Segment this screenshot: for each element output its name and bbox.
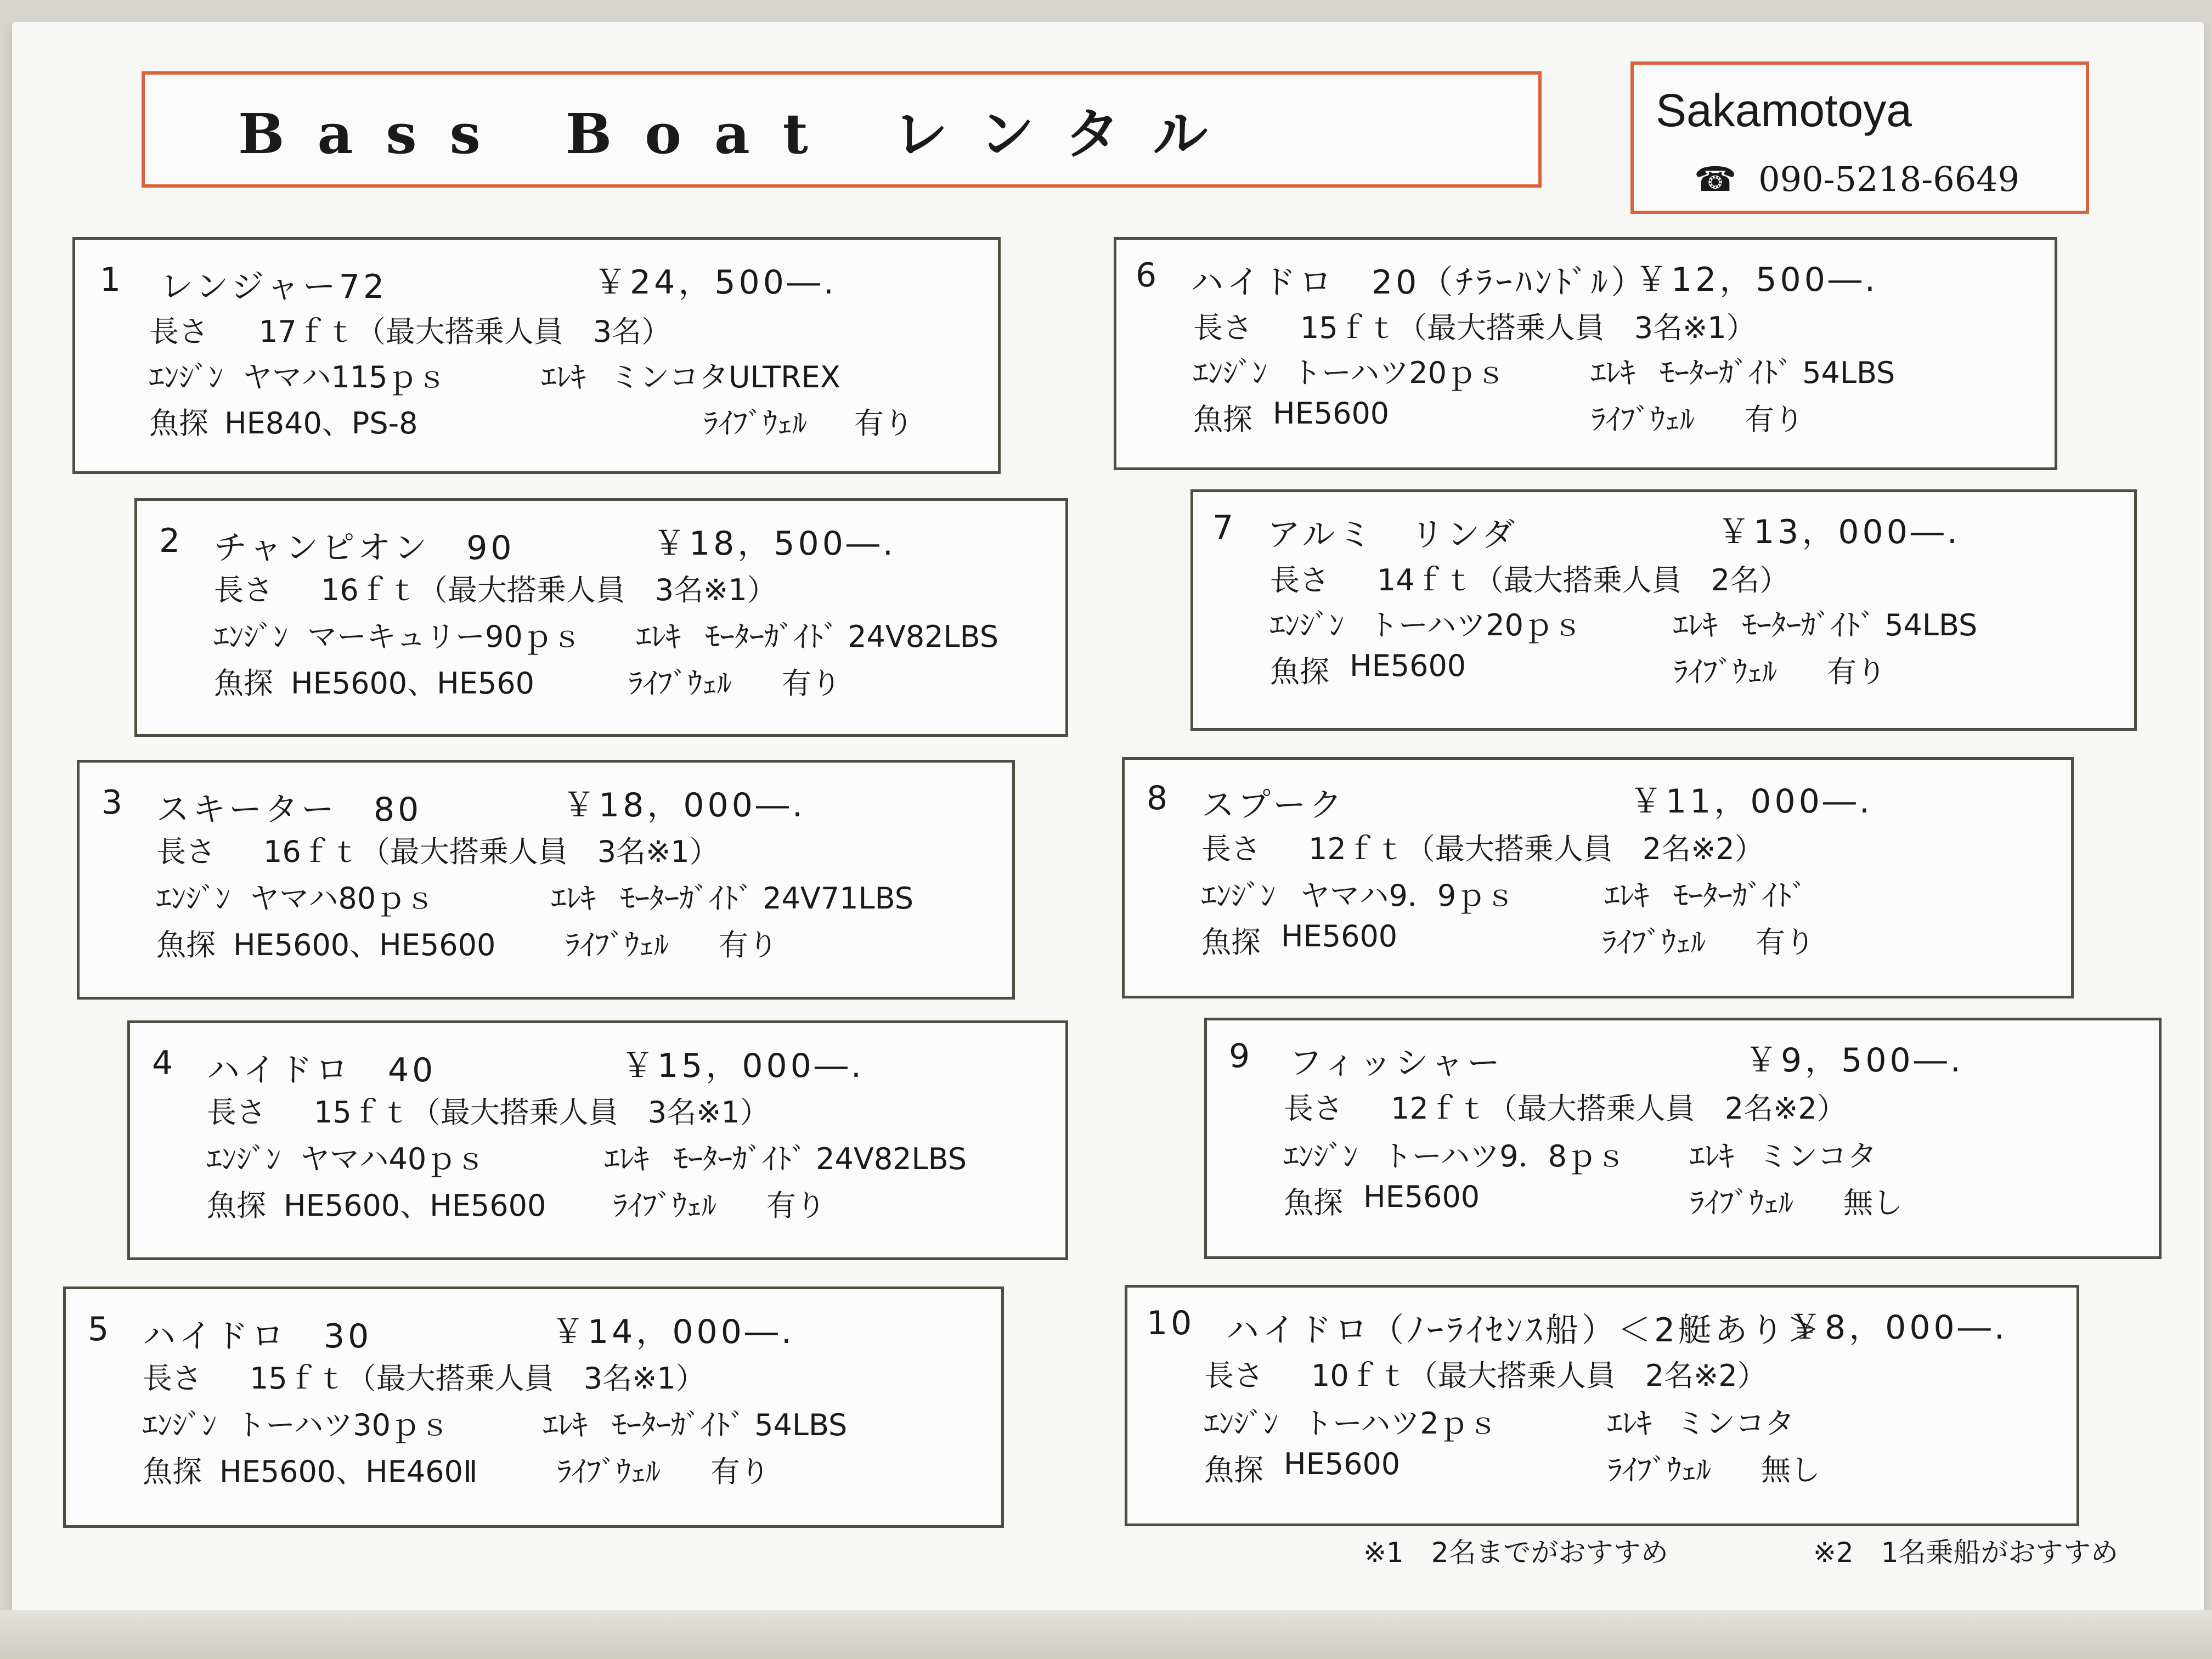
motor-label: ｴﾚｷ [1591,356,1635,390]
boat-price: ￥18，500―. [653,524,896,563]
engine-value: ヤマハ9．9ｐｓ [1300,878,1516,913]
page-title: Bass Boat レンタル [238,101,1241,166]
motor-value: ミンコタULTREX [610,360,840,394]
boat-price: ￥8，000―. [1788,1308,2008,1347]
boat-card [77,760,1015,1000]
livewell-label: ﾗｲﾌﾞｳｪﾙ [703,406,807,441]
sonar-value: HE5600、HE460Ⅱ [219,1454,478,1489]
boat-price: ￥9，500―. [1745,1041,1964,1080]
livewell-value: 有り [719,928,778,962]
boat-card [134,498,1068,737]
footnote-1: ※1 2名までがおすすめ [1363,1537,1669,1568]
motor-label: ｴﾚｷ [1673,608,1718,642]
boat-card [72,237,1001,474]
engine-value: ヤマハ80ｐｓ [250,881,436,916]
sonar-value: HE5600、HE5600 [233,928,496,962]
livewell-label: ﾗｲﾌﾞｳｪﾙ [1602,925,1706,960]
engine-label: ｴﾝｼﾞﾝ [149,360,223,394]
boat-card [1122,757,2074,998]
engine-label: ｴﾝｼﾞﾝ [143,1408,217,1442]
engine-label: ｴﾝｼﾞﾝ [1193,356,1267,390]
sonar-label: 魚探 [1270,654,1329,689]
sonar-label: 魚探 [1204,1453,1263,1487]
motor-value: ﾓｰﾀｰｶﾞｲﾄﾞ 24V71LBS [620,881,913,916]
livewell-label: ﾗｲﾌﾞｳｪﾙ [565,928,669,962]
length-label: 長さ [156,834,216,869]
sonar-value: HE5600 [1284,1447,1401,1481]
sonar-value: HE840、PS-8 [224,406,418,441]
motor-value: ミンコタ [1676,1406,1795,1441]
sonar-label: 魚探 [1284,1186,1343,1220]
sonar-label: 魚探 [156,928,216,962]
length-label: 長さ [1201,832,1261,866]
boat-number: 3 [101,783,126,822]
sonar-label: 魚探 [143,1454,202,1489]
boat-name: ハイドロ 40 [207,1051,437,1090]
motor-label: ｴﾚｷ [551,881,596,916]
sonar-label: 魚探 [207,1188,266,1223]
livewell-label: ﾗｲﾌﾞｳｪﾙ [557,1454,661,1489]
engine-value: トーハツ30ｐｓ [236,1408,450,1442]
engine-label: ｴﾝｼﾞﾝ [1201,878,1276,913]
boat-number: 8 [1147,779,1171,817]
livewell-label: ﾗｲﾌﾞｳｪﾙ [1690,1186,1793,1220]
boat-number: 4 [152,1044,177,1082]
boat-name: アルミ リンダ [1267,516,1519,554]
sonar-label: 魚探 [214,666,273,701]
phone-number: 090-5218-6649 [1758,159,2020,199]
length-value: 10ｆｔ（最大搭乗人員 2名※2） [1311,1358,1767,1393]
boat-name: レンジャー72 [160,268,388,306]
livewell-label: ﾗｲﾌﾞｳｪﾙ [1673,654,1777,689]
length-label: 長さ [1284,1091,1343,1126]
length-value: 15ｆｔ（最大搭乗人員 3名※1） [250,1361,706,1396]
length-value: 12ｆｔ（最大搭乗人員 2名※2） [1391,1091,1847,1126]
boat-card [1204,1018,2162,1259]
livewell-value: 有り [766,1188,826,1223]
sonar-value: HE5600、HE560 [291,666,534,701]
boat-name: チャンピオン 90 [214,529,515,567]
livewell-value: 有り [1827,654,1886,689]
boat-card [1114,237,2057,470]
phone-row [1694,159,2019,199]
length-label: 長さ [1193,311,1252,345]
livewell-label: ﾗｲﾌﾞｳｪﾙ [613,1188,716,1223]
boat-name: ハイドロ 30 [143,1317,373,1356]
boat-number: 9 [1229,1037,1254,1075]
length-value: 15ｆｔ（最大搭乗人員 3名※1） [314,1095,770,1130]
motor-label: ｴﾚｷ [636,619,681,654]
livewell-value: 有り [710,1454,770,1489]
boat-number: 10 [1147,1304,1195,1342]
boat-name: スプーク [1201,786,1346,825]
sonar-value: HE5600 [1350,648,1466,683]
boat-name: ハイドロ（ﾉｰﾗｲｾﾝｽ船）＜2艇あり＞ [1226,1311,1824,1350]
length-value: 17ｆｔ（最大搭乗人員 3名） [259,314,672,349]
livewell-value: 有り [854,406,913,441]
sonar-label: 魚探 [1193,402,1252,437]
motor-label: ｴﾚｷ [541,360,586,394]
engine-value: トーハツ20ｐｓ [1369,608,1583,642]
motor-label: ｴﾚｷ [1690,1139,1734,1173]
sonar-value: HE5600 [1281,919,1398,953]
footnote-2: ※2 1名乗船がおすすめ [1813,1537,2119,1568]
livewell-value: 無し [1843,1186,1903,1220]
boat-card [63,1286,1004,1528]
engine-label: ｴﾝｼﾞﾝ [207,1142,281,1176]
livewell-label: ﾗｲﾌﾞｳｪﾙ [628,666,732,701]
engine-label: ｴﾝｼﾞﾝ [1204,1406,1278,1441]
boat-price: ￥18，000―. [562,786,806,825]
phone-icon: ☎ [1694,159,1737,199]
length-value: 16ｆｔ（最大搭乗人員 3名※1） [263,834,719,869]
motor-value: ﾓｰﾀｰｶﾞｲﾄﾞ 24V82LBS [705,619,998,654]
livewell-label: ﾗｲﾌﾞｳｪﾙ [1607,1453,1711,1487]
motor-value: ﾓｰﾀｰｶﾞｲﾄﾞ 54LBS [612,1408,848,1442]
livewell-value: 有り [1745,402,1804,437]
length-label: 長さ [149,314,208,349]
motor-value: ﾓｰﾀｰｶﾞｲﾄﾞ 54LBS [1742,608,1978,642]
boat-card [127,1020,1068,1260]
livewell-value: 有り [782,666,841,701]
boat-number: 5 [88,1310,112,1348]
engine-value: ヤマハ40ｐｓ [300,1142,486,1176]
engine-value: トーハツ2ｐｓ [1303,1406,1498,1441]
sonar-value: HE5600 [1273,396,1390,431]
boat-number: 1 [100,261,125,299]
boat-number: 2 [159,522,184,560]
shop-name: Sakamotoya [1656,84,1912,136]
boat-price: ￥12，500―. [1635,261,1878,299]
boat-number: 6 [1136,256,1160,295]
length-value: 15ｆｔ（最大搭乗人員 3名※1） [1300,311,1756,345]
sonar-label: 魚探 [1201,925,1261,960]
length-label: 長さ [143,1361,202,1396]
motor-label: ｴﾚｷ [543,1408,588,1442]
boat-card [1190,489,2137,731]
motor-value: ﾓｰﾀｰｶﾞｲﾄﾞ 54LBS [1660,356,1895,390]
boat-card [1125,1285,2079,1526]
engine-value: トーハツ9．8ｐｓ [1383,1139,1627,1173]
boat-price: ￥15，000―. [621,1047,865,1085]
length-label: 長さ [1270,563,1329,597]
length-value: 14ｆｔ（最大搭乗人員 2名） [1377,563,1790,597]
boat-price: ￥24，500―. [594,263,837,302]
motor-value: ミンコタ [1758,1139,1877,1173]
contact-box [1630,61,2089,214]
length-label: 長さ [207,1095,266,1130]
boat-name: ハイドロ 20（ﾁﾗｰﾊﾝﾄﾞﾙ） [1190,263,1647,302]
length-label: 長さ [214,573,273,607]
engine-value: ヤマハ115ｐｓ [242,360,447,394]
motor-value: ﾓｰﾀｰｶﾞｲﾄﾞ 24V82LBS [673,1142,967,1176]
motor-label: ｴﾚｷ [1605,878,1649,913]
sonar-value: HE5600 [1363,1180,1480,1214]
motor-label: ｴﾚｷ [1607,1406,1652,1441]
livewell-label: ﾗｲﾌﾞｳｪﾙ [1591,402,1695,437]
engine-label: ｴﾝｼﾞﾝ [214,619,288,654]
engine-label: ｴﾝｼﾞﾝ [1284,1139,1358,1173]
engine-label: ｴﾝｼﾞﾝ [156,881,230,916]
livewell-value: 有り [1756,925,1815,960]
boat-price: ￥11，000―. [1629,782,1873,821]
sonar-label: 魚探 [149,406,208,441]
length-value: 16ｆｔ（最大搭乗人員 3名※1） [321,573,777,607]
sonar-value: HE5600、HE5600 [284,1188,546,1223]
boat-price: ￥13，000―. [1717,513,1961,551]
boat-name: フィッシャー [1289,1044,1503,1082]
motor-label: ｴﾚｷ [605,1142,649,1176]
boat-name: スキーター 80 [156,791,422,829]
boat-number: 7 [1212,509,1237,547]
length-label: 長さ [1204,1358,1263,1393]
engine-value: マーキュリー90ｐｓ [307,619,582,654]
length-value: 12ｆｔ（最大搭乗人員 2名※2） [1308,832,1764,866]
livewell-value: 無し [1761,1453,1820,1487]
engine-label: ｴﾝｼﾞﾝ [1270,608,1344,642]
engine-value: トーハツ20ｐｓ [1292,356,1506,390]
title-banner [142,71,1542,188]
boat-price: ￥14，000―. [551,1313,795,1351]
motor-value: ﾓｰﾀｰｶﾞｲﾄﾞ [1673,878,1807,913]
table-edge [0,1610,2212,1659]
